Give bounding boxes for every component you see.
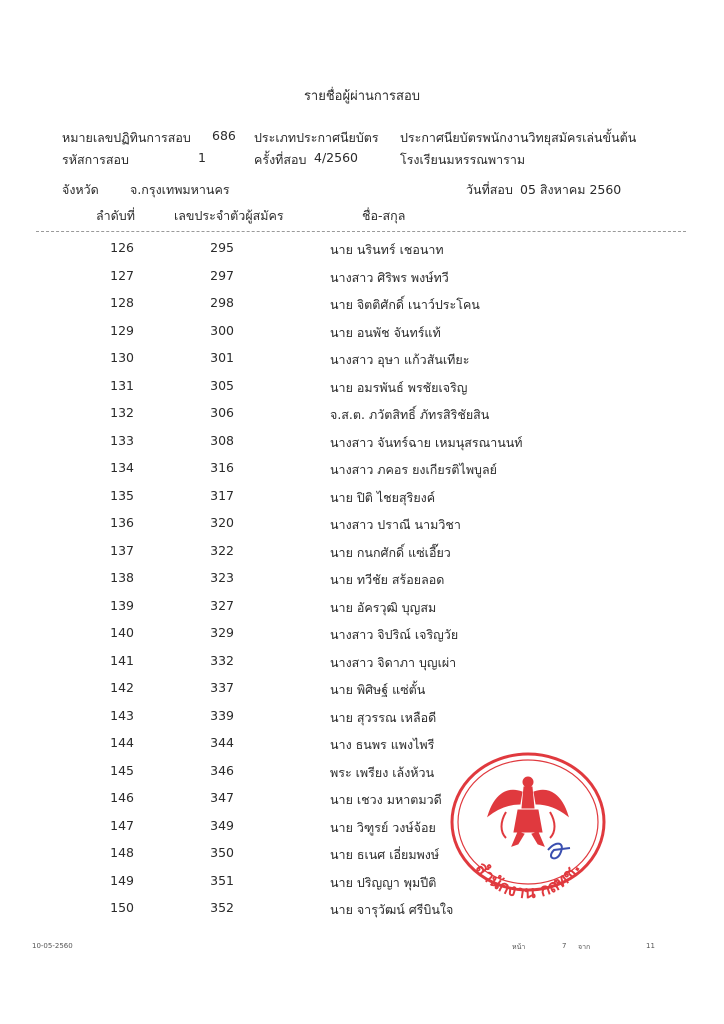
row-applicant: 297 bbox=[210, 267, 234, 283]
row-no: 150 bbox=[110, 900, 134, 915]
row-no: 144 bbox=[110, 735, 134, 750]
table-row bbox=[0, 598, 724, 618]
table-row bbox=[0, 873, 724, 893]
row-applicant: 350 bbox=[210, 845, 234, 860]
row-applicant: 337 bbox=[210, 680, 234, 695]
row-no: 137 bbox=[110, 542, 134, 558]
round-label: ครั้งที่สอบ bbox=[254, 152, 307, 167]
row-no: 130 bbox=[110, 350, 134, 365]
row-name: นาย ธเนศ เอี่ยมพงษ์ bbox=[330, 847, 440, 862]
table-row bbox=[0, 845, 724, 865]
exam-notice-label: หมายเลขปฏิทินการสอบ bbox=[62, 130, 191, 145]
table-row bbox=[0, 460, 724, 480]
table-row bbox=[0, 570, 724, 590]
row-name: นางสาว ศิริพร พงษ์ทวี bbox=[330, 269, 449, 285]
table-row bbox=[0, 240, 724, 260]
row-no: 131 bbox=[110, 377, 134, 393]
row-name: นาย ปิติ ไชยสุริยงค์ bbox=[330, 489, 436, 505]
row-no: 128 bbox=[110, 295, 134, 310]
row-name: นางสาว ปราณี นามวิชา bbox=[330, 517, 461, 532]
row-applicant: 316 bbox=[210, 460, 234, 475]
row-no: 143 bbox=[110, 707, 134, 723]
row-no: 147 bbox=[110, 817, 134, 833]
table-row bbox=[0, 708, 724, 728]
row-name: จ.ส.ต. ภวัตสิทธิ์ ภัทรสิริชัยสิน bbox=[330, 407, 490, 422]
row-name: นาย ปริญญา พุมปีติ bbox=[330, 874, 437, 890]
province-value: จ.กรุงเทพมหานคร bbox=[130, 182, 230, 197]
table-row bbox=[0, 763, 724, 783]
row-applicant: 301 bbox=[210, 350, 234, 365]
row-name: นาย พิศิษฐ์ แซ่ตั้น bbox=[330, 682, 426, 697]
row-no: 127 bbox=[110, 267, 134, 283]
exam-code-value: 1 bbox=[198, 150, 206, 165]
row-applicant: 344 bbox=[210, 735, 234, 750]
table-row bbox=[0, 515, 724, 535]
row-applicant: 308 bbox=[210, 432, 234, 448]
row-name: นาย อมรพันธ์ พรชัยเจริญ bbox=[330, 379, 468, 395]
row-no: 146 bbox=[110, 790, 134, 805]
row-name: นางสาว อุษา แก้วสันเทียะ bbox=[330, 352, 470, 367]
row-name: พระ เพรียง เล้งห้วน bbox=[330, 764, 435, 780]
signature-mark bbox=[548, 844, 570, 859]
round-value: 4/2560 bbox=[314, 150, 358, 165]
row-name: นาย อัครวุฒิ บุญสม bbox=[330, 599, 437, 615]
table-row bbox=[0, 543, 724, 563]
table-row bbox=[0, 350, 724, 370]
table-row bbox=[0, 323, 724, 343]
notice-type-value: ประกาศนียบัตรพนักงานวิทยุสมัครเล่นขั้นต้น bbox=[400, 130, 637, 145]
row-no: 148 bbox=[110, 845, 134, 860]
row-name: นาย อนพัช จันทร์แท้ bbox=[330, 324, 441, 340]
row-no: 129 bbox=[110, 322, 134, 338]
row-applicant: 329 bbox=[210, 625, 234, 640]
table-row bbox=[0, 818, 724, 838]
table-row bbox=[0, 268, 724, 288]
row-name: นางสาว จันทร์ฉาย เหมนุสรณานนท์ bbox=[330, 434, 523, 450]
row-name: นาย เชวง มหาตมวดี bbox=[330, 792, 442, 807]
row-applicant: 300 bbox=[210, 322, 234, 338]
row-applicant: 346 bbox=[210, 762, 234, 778]
row-applicant: 306 bbox=[210, 405, 234, 420]
row-applicant: 352 bbox=[210, 900, 234, 915]
header-divider bbox=[36, 231, 686, 232]
row-no: 141 bbox=[110, 652, 134, 668]
table-row bbox=[0, 625, 724, 645]
row-name: นาย จารุวัฒน์ ศรีบินใจ bbox=[330, 902, 454, 917]
footer-page-label: หน้า bbox=[512, 943, 526, 951]
exam-code-label: รหัสการสอบ bbox=[62, 152, 129, 167]
row-no: 145 bbox=[110, 762, 134, 778]
column-header-applicant: เลขประจำตัวผู้สมัคร bbox=[174, 208, 284, 223]
row-no: 139 bbox=[110, 597, 134, 613]
table-row bbox=[0, 405, 724, 425]
column-header-name: ชื่อ-สกุล bbox=[362, 208, 406, 223]
row-no: 138 bbox=[110, 570, 134, 585]
row-applicant: 347 bbox=[210, 790, 234, 805]
footer-total-pages: 11 bbox=[646, 942, 655, 950]
exam-date-value: 05 สิงหาคม 2560 bbox=[520, 182, 622, 197]
row-no: 133 bbox=[110, 432, 134, 448]
table-row bbox=[0, 433, 724, 453]
stamp-text: สำนักงาน กสทช. bbox=[471, 858, 585, 900]
row-applicant: 349 bbox=[210, 817, 234, 833]
row-applicant: 298 bbox=[210, 295, 234, 310]
row-name: นาย นรินทร์ เชอนาท bbox=[330, 242, 444, 257]
table-row bbox=[0, 295, 724, 315]
row-no: 140 bbox=[110, 625, 134, 640]
row-applicant: 322 bbox=[210, 542, 234, 558]
row-no: 132 bbox=[110, 405, 134, 420]
notice-type-label: ประเภทประกาศนียบัตร bbox=[254, 130, 379, 145]
row-applicant: 295 bbox=[210, 240, 234, 255]
row-name: นาย กนกศักดิ์ แซ่เอี๊ยว bbox=[330, 544, 451, 560]
row-applicant: 327 bbox=[210, 597, 234, 613]
table-row bbox=[0, 378, 724, 398]
table-row bbox=[0, 680, 724, 700]
table-row bbox=[0, 735, 724, 755]
row-no: 142 bbox=[110, 680, 134, 695]
row-applicant: 323 bbox=[210, 570, 234, 585]
row-name: นาย ทวีชัย สร้อยลอด bbox=[330, 572, 445, 587]
garuda-emblem-icon bbox=[488, 777, 568, 846]
row-applicant: 351 bbox=[210, 872, 234, 888]
footer-of-label: จาก bbox=[578, 943, 591, 951]
row-no: 136 bbox=[110, 515, 134, 530]
row-applicant: 305 bbox=[210, 377, 234, 393]
table-row bbox=[0, 488, 724, 508]
table-row bbox=[0, 900, 724, 920]
row-applicant: 339 bbox=[210, 707, 234, 723]
row-name: นางสาว จิดาภา บุญเผ่า bbox=[330, 654, 457, 670]
row-no: 135 bbox=[110, 487, 134, 503]
footer-page-no: 7 bbox=[562, 942, 567, 950]
row-no: 149 bbox=[110, 872, 134, 888]
row-name: นาย จิตติศักดิ์ เนาว์ประโคน bbox=[330, 297, 480, 312]
exam-notice-value: 686 bbox=[212, 128, 236, 143]
row-name: นาง ธนพร แพงไพรี bbox=[330, 737, 435, 752]
column-header-no: ลำดับที่ bbox=[96, 208, 135, 223]
row-name: นางสาว ภคอร ยงเกียรติไพบูลย์ bbox=[330, 462, 497, 477]
row-applicant: 332 bbox=[210, 652, 234, 668]
page-title: รายชื่อผู้ผ่านการสอบ bbox=[303, 89, 421, 104]
table-row bbox=[0, 653, 724, 673]
row-name: นาย วิฑูรย์ วงษ์จ้อย bbox=[330, 819, 436, 835]
row-name: นางสาว จิปริณ์ เจริญวัย bbox=[330, 627, 459, 642]
row-applicant: 320 bbox=[210, 515, 234, 530]
row-name: นาย สุวรรณ เหลือดี bbox=[330, 709, 437, 725]
exam-date-label: วันที่สอบ bbox=[466, 182, 513, 197]
venue: โรงเรียนมหรรณพาราม bbox=[400, 152, 526, 167]
official-stamp bbox=[448, 750, 608, 900]
province-label: จังหวัด bbox=[62, 182, 99, 197]
row-no: 126 bbox=[110, 240, 134, 255]
footer-date: 10-05-2560 bbox=[32, 942, 73, 950]
row-applicant: 317 bbox=[210, 487, 234, 503]
row-no: 134 bbox=[110, 460, 134, 475]
table-row bbox=[0, 790, 724, 810]
